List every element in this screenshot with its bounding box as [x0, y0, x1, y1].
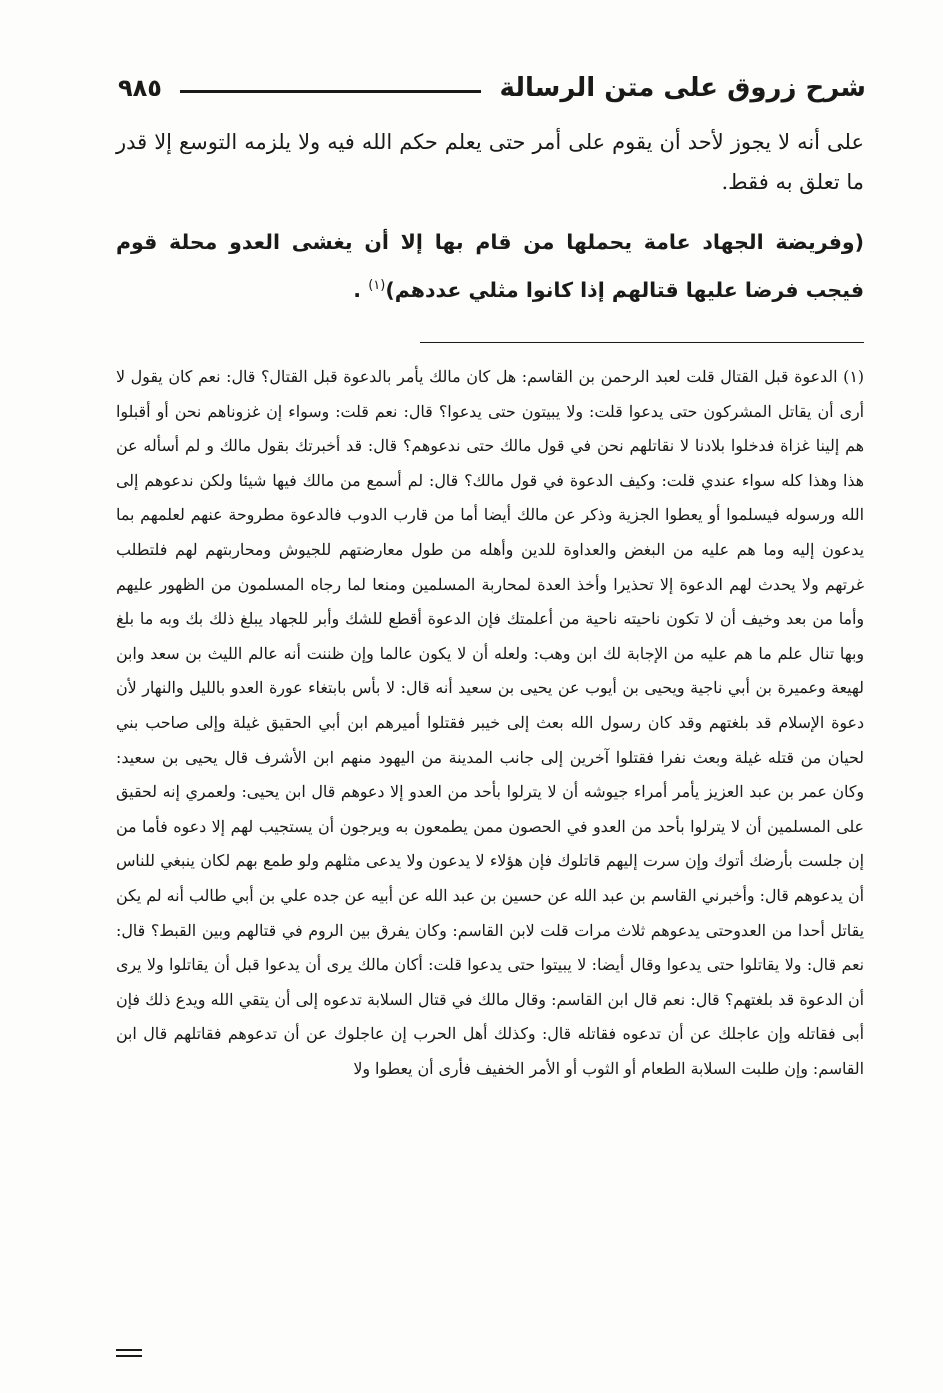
continuation-mark [116, 1345, 142, 1359]
page-number: ٩٨٥ [118, 74, 162, 102]
matn-paragraph [116, 220, 864, 312]
footnote-number: (١) [843, 367, 864, 386]
book-title: شرح زروق على متن الرسالة [499, 73, 866, 103]
matn-text: (وفريضة الجهاد عامة يحملها من قام بها إلا أن يغشى العدو محلة قوم فيجب فرضا عليها قتالهم إذا كانوا مثلي عددهم) [116, 230, 864, 302]
header-rule [180, 90, 482, 93]
matn-end: . [353, 277, 369, 302]
footnote-paragraph [116, 360, 864, 1086]
running-header [118, 68, 866, 108]
main-text [116, 122, 864, 312]
footnote-reference[interactable]: (١) [368, 278, 386, 293]
commentary-paragraph: على أنه لا يجوز لأحد أن يقوم على أمر حتى يعلم حكم الله فيه ولا يلزمه التوسع إلا قدر ما تعلق به فقط. [116, 130, 864, 194]
footnote-separator [420, 342, 864, 343]
footnote-text: الدعوة قبل القتال قلت لعبد الرحمن بن القاسم: هل كان مالك يأمر بالدعوة قبل القتال؟ قال: نعم كان يقول لا أرى أن يقاتل المشركون حتى يدعوا قلت: ولا يبيتون حتى يدعوا؟ قال: نعم قلت: وسواء إن غزوناهم نحن أو أقبلوا هم إلينا غزاة فدخلوا بلادنا لا نقاتلهم نحن في قول مالك حتى ندعوهم؟ قال: قد أخبرتك بقول مالك و لم أسأله عن هذا وهذا كله سواء عندي قلت: وكيف الدعوة في قول مالك؟ قال: لم أسمع من مالك فيها شيئا ولكن ندعوهم إلى الله ورسوله فيسلموا أو يعطوا الجزية وذكر عن مالك أيضا أما من قارب الدوب فالدعوة مطروحة عنهم لعلمهم بما يدعون إليه وما هم عليه من البغض والعداوة للدين وأهله من طول معارضتهم للجيوش ومحاربتهم لهم فلتطلب غرتهم ولا يحدث لهم الدعوة إلا تحذيرا وأخذ العدة لمحاربة المسلمين ومنعا لما رجاه المسلمون من الظهور عليهم وأما من بعد وخيف أن لا تكون ناحيته ناحية من أعلمتك فإن الدعوة أقطع للشك وأبر للجهاد يبلغ ذلك بك وبه ما بلغ وبها تنال علم ما هم عليه من الإجابة لك ابن وهب: ولعله أن لا يكون عالما وإن ظننت أنه عالم الليث بن سعد وابن لهيعة وعميرة بن أبي ناجية ويحيى بن أيوب عن يحيى بن سعيد أنه قال: لا بأس بابتغاء عورة العدو بالليل والنهار لأن دعوة الإسلام قد بلغتهم وقد كان رسول الله بعث إلى خيبر فقتلوا أميرهم ابن أبي الحقيق غيلة وإلى صاحب بني لحيان من قتله غيلة وبعث نفرا فقتلوا آخرين إلى جانب المدينة من اليهود منهم ابن الأشرف قال يحيى بن سعيد: وكان عمر بن عبد العزيز يأمر أمراء جيوشه أن لا يترلوا بأحد من العدو إلا دعوهم قال ابن يحيى: ولعمري إنه لحقيق على المسلمين أن لا يترلوا بأحد من العدو في الحصون ممن يطمعون به ويرجون أن يستجيب لهم إلا دعوه فأما من إن جلست بأرضك أتوك وإن سرت إليهم قاتلوك فإن هؤلاء لا يدعون ولا يدعى مثلهم ولو طمع بهم لكان ينبغي للناس أن يدعوهم قال: وأخبرني القاسم بن عبد الله عن حسين بن عبد الله عن أبيه عن جده علي بن أبي طالب أنه لم يكن يقاتل أحدا من العدوحتى يدعوهم ثلاث مرات قلت لابن القاسم: وكان يفرق بين الروم في قتالهم وبين القبط؟ قال: نعم قال: ولا يقاتلوا حتى يدعوا وقال أيضا: لا يبيتوا حتى يدعوا قلت: أكان مالك يرى أن يدعوا قبل أن يقاتلوا ولا يرى أن الدعوة قد بلغتهم؟ قال: نعم قال ابن القاسم: وقال مالك في قتال السلابة تدعوه إلى أن يتقي الله ويدع ذلك فإن أبى فقاتله وإن عاجلك عن أن تدعوه فقاتله قال: وكذلك أهل الحرب إن عاجلوك عن أن تدعوهم فقاتلهم قال ابن القاسم: وإن طلبت السلابة الطعام أو الثوب أو الأمر الخفيف فأرى أن يعطوا ولا [116, 367, 864, 1078]
footnote [116, 360, 864, 1086]
